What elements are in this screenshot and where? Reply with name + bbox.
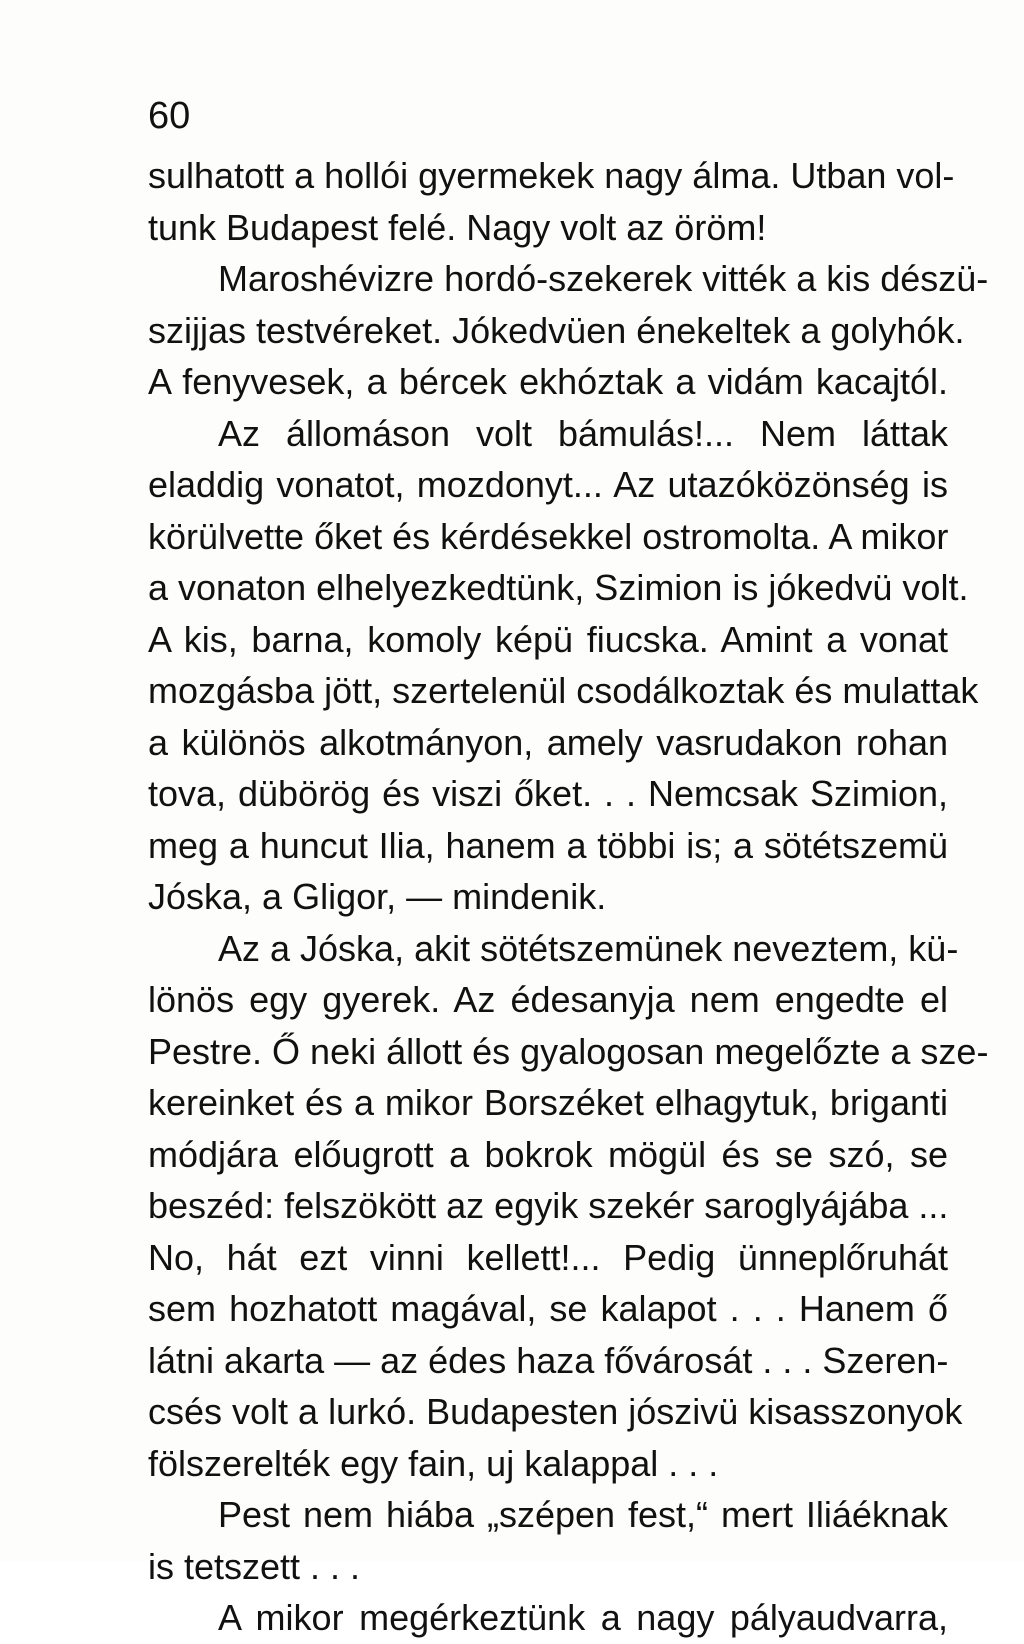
text-line: is tetszett . . . xyxy=(148,1545,361,1587)
text-line: Pestre. Ő neki állott és gyalogosan megelőzte a sze- xyxy=(148,1030,989,1072)
text-line: Jóska, a Gligor, — mindenik. xyxy=(148,876,607,917)
text-line: körülvette őket és kérdésekkel ostromolta. A mikor xyxy=(148,515,949,557)
text-line: Pest nem hiába „szépen fest,“ mert Iliáéknak xyxy=(218,1494,948,1535)
text-line: szijjas testvéreket. Jókedvüen énekeltek a golyhók. xyxy=(148,309,965,351)
text-line: lönös egy gyerek. Az édesanyja nem engedte el xyxy=(148,979,948,1020)
text-line: Maroshévizre hordó-szekerek vitték a kis dészü- xyxy=(218,258,989,299)
text-line: tunk Budapest felé. Nagy volt az öröm! xyxy=(148,206,767,248)
text-line: Az a Jóska, akit sötétszemünek neveztem, kü- xyxy=(218,927,959,969)
text-line: csés volt a lurkó. Budapesten jószivü kisasszonyok xyxy=(148,1391,963,1432)
text-line: tova, dübörög és viszi őket. . . Nemcsak Szimion, xyxy=(148,773,948,814)
text-line: sulhatott a hollói gyermekek nagy álma. Utban vol- xyxy=(148,155,955,196)
text-line: a vonaton elhelyezkedtünk, Szimion is jókedvü volt. xyxy=(148,567,969,608)
text-line: beszéd: felszökött az egyik szekér saroglyájába ... xyxy=(148,1185,949,1226)
text-line: a különös alkotmányon, amely vasrudakon rohan xyxy=(148,721,948,763)
text-line: kereinket és a mikor Borszéket elhagytuk, briganti xyxy=(148,1082,948,1123)
text-line: A mikor megérkeztünk a nagy pályaudvarra, xyxy=(218,1597,948,1638)
text-line: fölszerelték egy fain, uj kalappal . . . xyxy=(148,1442,719,1484)
body-text xyxy=(148,150,989,1644)
text-line: Az állomáson volt bámulás!... Nem láttak xyxy=(218,412,948,454)
text-line: A fenyvesek, a bércek ekhóztak a vidám kacajtól. xyxy=(148,361,948,402)
text-line: eladdig vonatot, mozdonyt... Az utazóközönség is xyxy=(148,464,948,505)
text-line: látni akarta — az édes haza fővárosát . . . Szeren- xyxy=(148,1339,949,1381)
text-line: No, hát ezt vinni kellett!... Pedig ünneplőruhát xyxy=(148,1236,948,1278)
text-line: sem hozhatott magával, se kalapot . . . Hanem ő xyxy=(148,1288,948,1329)
text-line: A kis, barna, komoly képü fiucska. Amint a vonat xyxy=(148,618,948,660)
text-line: módjára előugrott a bokrok mögül és se szó, se xyxy=(148,1133,948,1175)
text-line: meg a huncut Ilia, hanem a többi is; a sötétszemü xyxy=(148,824,948,866)
text-line: mozgásba jött, szertelenül csodálkoztak és mulattak xyxy=(148,670,979,711)
page-number: 60 xyxy=(148,95,191,137)
